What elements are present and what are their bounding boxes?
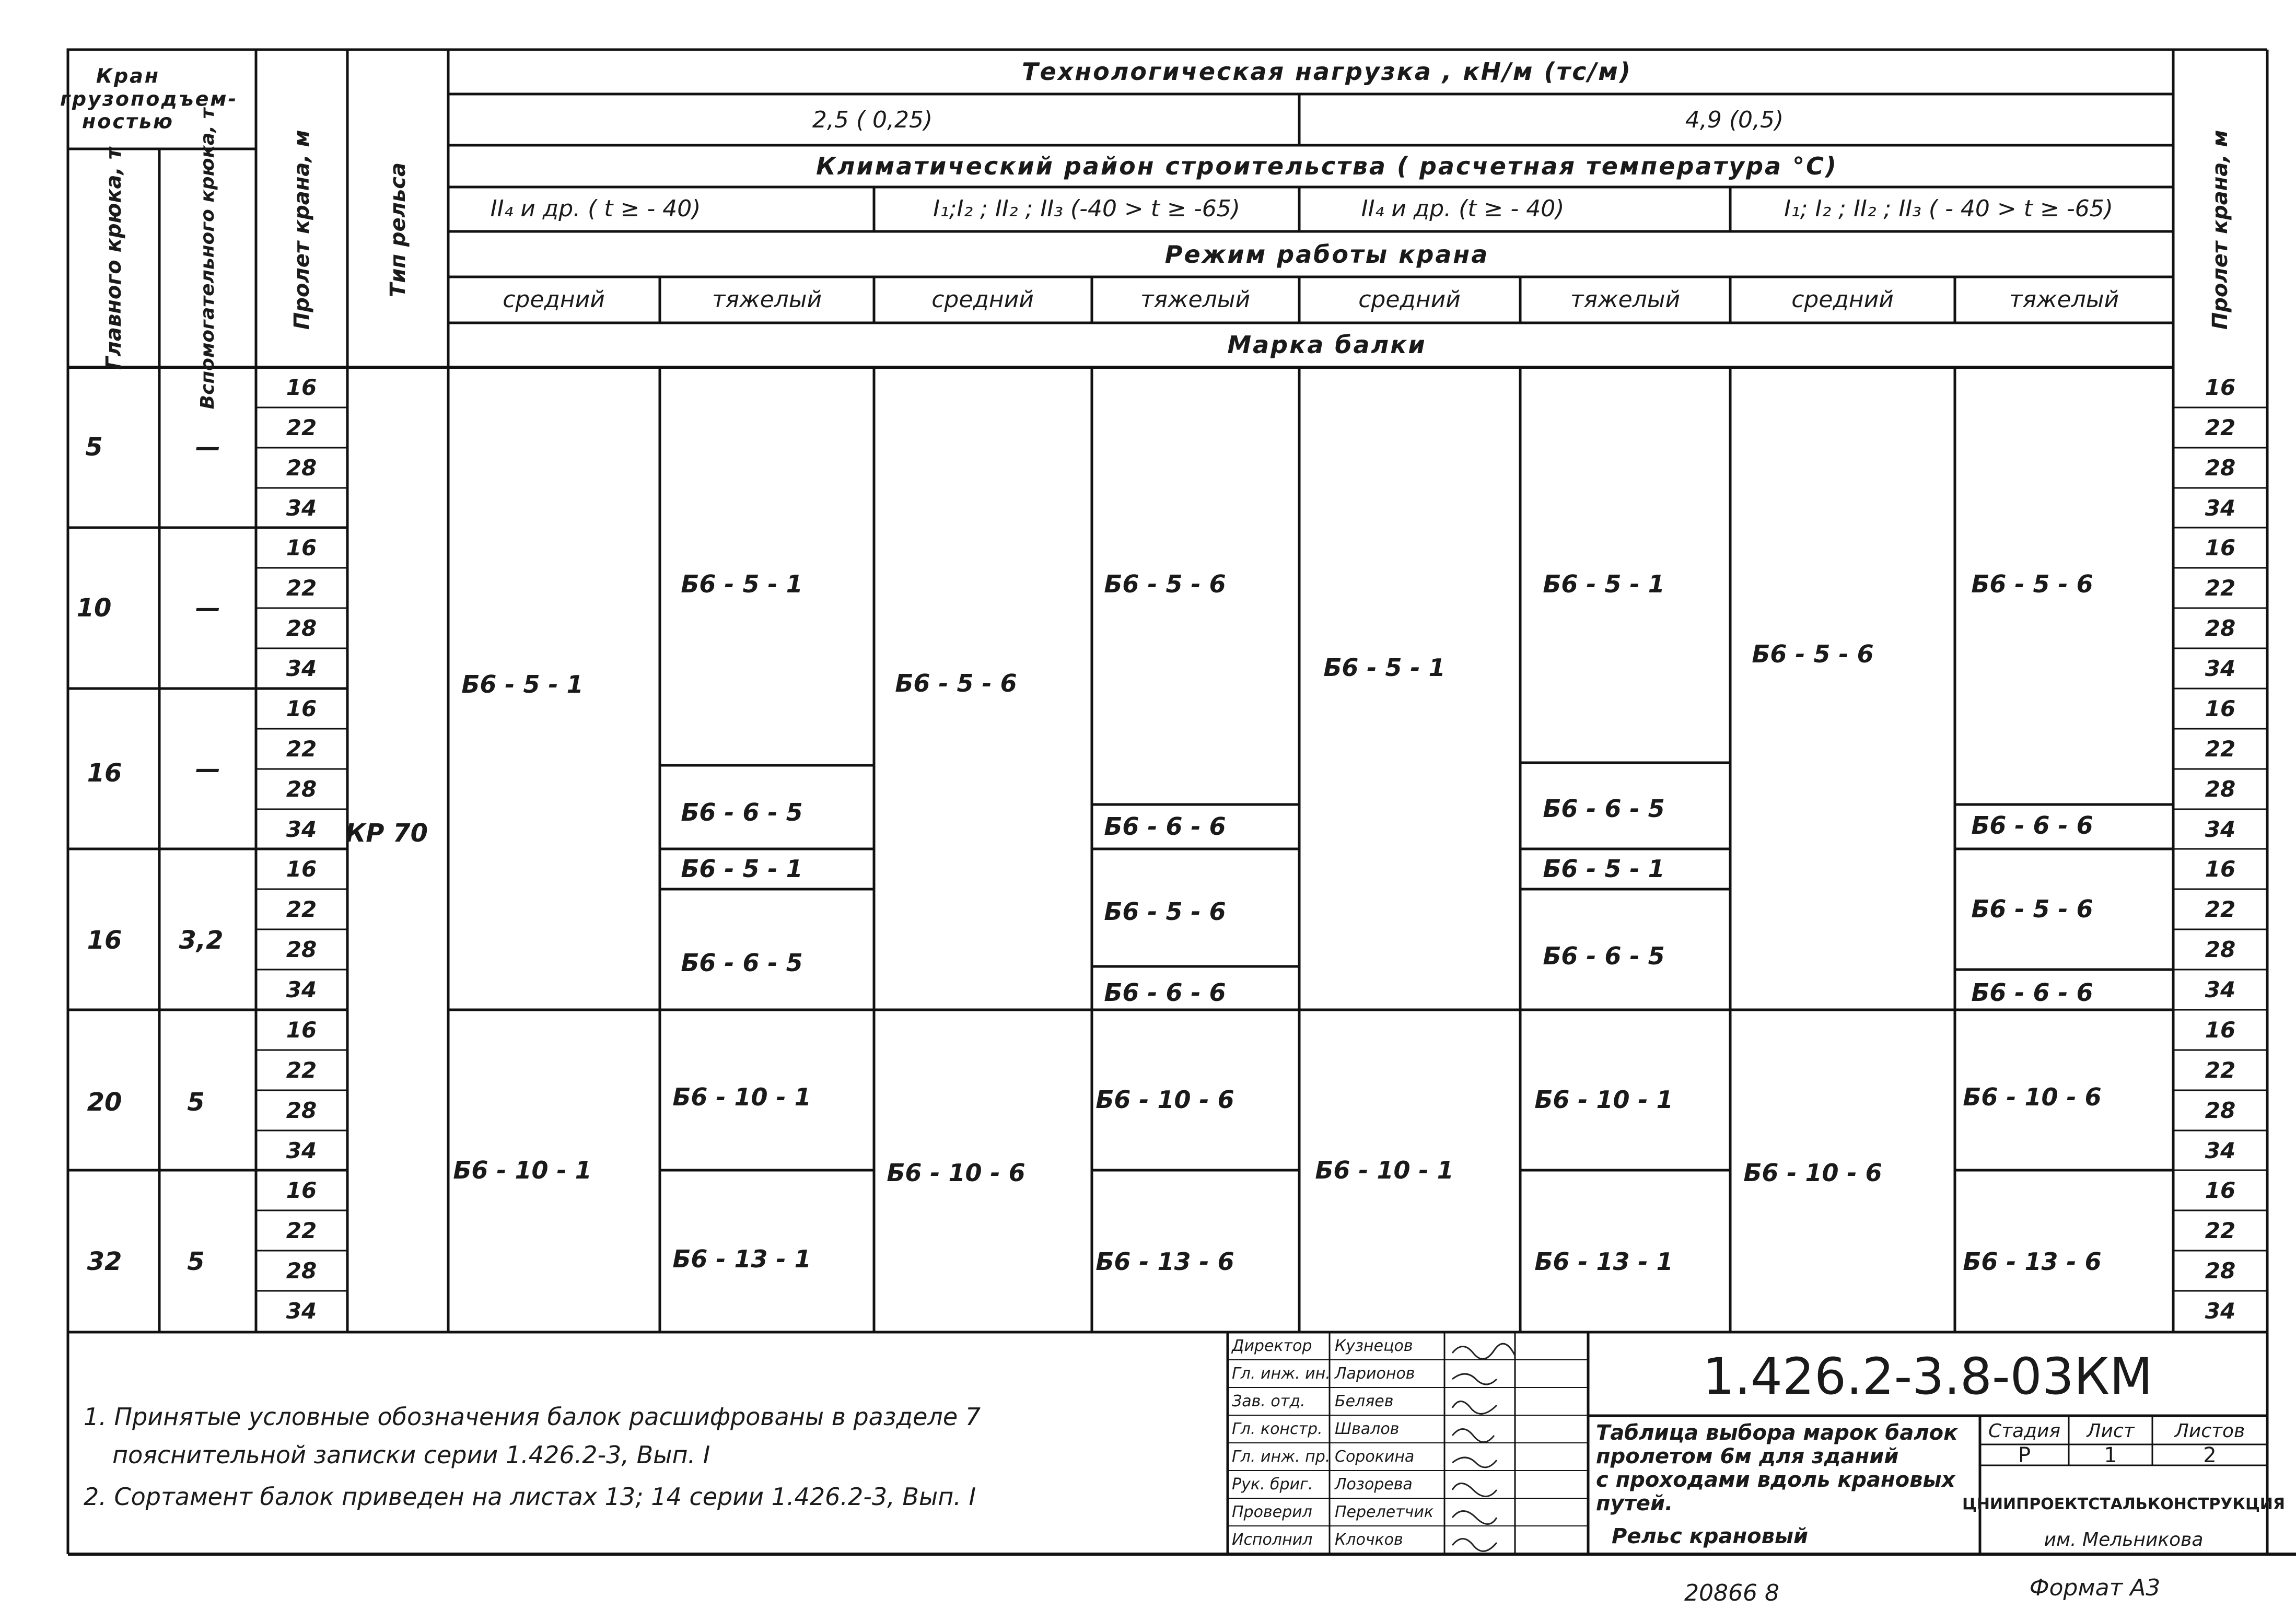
sheet-value: 1 <box>2104 1443 2117 1467</box>
main-capacity: 20 <box>87 1088 122 1117</box>
beam-mark: Б6 - 5 - 6 <box>895 669 1017 697</box>
sheets-label: Листов <box>2174 1420 2245 1442</box>
beam-mark: Б6 - 6 - 5 <box>681 798 803 826</box>
beam-mark: Б6 - 10 - 1 <box>1534 1086 1673 1114</box>
span-value: 22 <box>2205 575 2236 601</box>
climate-region-3: II₄ и др. (t ≥ - 40) <box>1361 195 1565 222</box>
beam-mark: Б6 - 5 - 6 <box>1104 570 1226 598</box>
title-role: Рук. бриг. <box>1232 1475 1313 1494</box>
note-1: 1. Принятые условные обозначения балок расшифрованы в разделе 7 <box>84 1403 981 1431</box>
title-name: Кузнецов <box>1335 1337 1413 1355</box>
span-value: 16 <box>286 856 317 882</box>
beam-mark: Б6 - 6 - 6 <box>1104 812 1226 841</box>
stage-label: Стадия <box>1988 1420 2061 1442</box>
span-value: 16 <box>2205 695 2236 721</box>
climate-region-1: II₄ и др. ( t ≥ - 40) <box>490 195 701 222</box>
main-capacity: 5 <box>85 433 103 462</box>
beam-mark: Б6 - 6 - 5 <box>1543 795 1665 823</box>
span-value: 28 <box>2205 936 2236 962</box>
main-capacity: 16 <box>87 926 122 955</box>
span-value: 34 <box>2205 1298 2236 1324</box>
beam-mark: Б6 - 10 - 1 <box>1315 1156 1454 1184</box>
note-2: 2. Сортамент балок приведен на листах 13; 14 серии 1.426.2-3, Вып. I <box>84 1483 976 1511</box>
title-name: Сорокина <box>1335 1448 1415 1466</box>
load-value-2: 4,9 (0,5) <box>1685 107 1784 133</box>
beam-mark: Б6 - 6 - 5 <box>681 949 803 977</box>
tech-load-header: Технологическая нагрузка , кН/м (тс/м) <box>1022 57 1632 86</box>
beam-mark: Б6 - 6 - 5 <box>1543 942 1665 970</box>
beam-mark: Б6 - 10 - 6 <box>1743 1159 1882 1187</box>
signatures <box>1452 1344 1515 1551</box>
span-value: 28 <box>286 776 317 802</box>
span-value: 16 <box>2205 856 2236 882</box>
beam-mark: Б6 - 5 - 6 <box>1752 640 1874 668</box>
drawing-title-line: путей. <box>1596 1491 1673 1515</box>
organization-name: ЦНИИПРОЕКТСТАЛЬКОНСТРУКЦИЯ <box>1962 1495 2286 1513</box>
beam-mark: Б6 - 6 - 6 <box>1971 978 2093 1007</box>
mode-medium: средний <box>931 286 1034 313</box>
beam-mark: Б6 - 5 - 1 <box>461 670 584 698</box>
title-name: Лозорева <box>1335 1475 1413 1494</box>
beam-mark: Б6 - 5 - 1 <box>1543 570 1665 598</box>
beam-mark: Б6 - 13 - 1 <box>1534 1247 1673 1276</box>
stage-value: Р <box>2018 1443 2031 1467</box>
span-value: 34 <box>2205 816 2236 842</box>
beam-mark: Б6 - 5 - 1 <box>681 855 803 883</box>
organization-subtitle: им. Мельникова <box>2044 1529 2204 1550</box>
rail-type-header: Тип рельса <box>386 162 410 297</box>
main-capacity: 32 <box>87 1247 122 1276</box>
main-capacity: 16 <box>87 759 122 788</box>
mode-heavy: тяжелый <box>2009 286 2119 313</box>
span-value: 28 <box>2205 776 2236 802</box>
span-value: 22 <box>286 414 317 440</box>
aux-capacity: — <box>195 433 220 462</box>
span-value: 34 <box>2205 655 2236 681</box>
drawing-title-line: Таблица выбора марок балок <box>1596 1421 1958 1445</box>
beam-mark: Б6 - 5 - 6 <box>1104 897 1226 926</box>
title-role: Директор <box>1232 1337 1312 1355</box>
span-value: 28 <box>2205 1097 2236 1123</box>
span-value: 34 <box>2205 976 2236 1002</box>
span-value: 22 <box>2205 1217 2236 1243</box>
span-value: 28 <box>2205 1257 2236 1284</box>
note-1-continued: пояснительной записки серии 1.426.2-3, Вып. I <box>112 1441 710 1469</box>
beam-mark: Б6 - 6 - 6 <box>1104 978 1226 1007</box>
drawing-title-line: Рельс крановый <box>1612 1524 1809 1548</box>
mode-header: Режим работы крана <box>1164 240 1489 269</box>
mode-medium: средний <box>1791 286 1894 313</box>
span-value: 16 <box>2205 534 2236 561</box>
title-name: Ларионов <box>1335 1365 1415 1383</box>
aux-capacity: 5 <box>187 1247 205 1276</box>
aux-capacity: 5 <box>187 1088 205 1117</box>
title-name: Беляев <box>1335 1392 1394 1410</box>
aux-capacity: — <box>195 593 220 623</box>
span-value: 22 <box>286 736 317 762</box>
title-role: Гл. инж. пр. <box>1232 1448 1331 1466</box>
span-value: 34 <box>286 1298 317 1324</box>
archive-number: 20866 8 <box>1684 1580 1779 1606</box>
span-value: 28 <box>286 936 317 962</box>
rail-type-value: КР 70 <box>345 819 428 848</box>
crane-capacity-header: Кран грузоподъем- ностью <box>60 64 238 133</box>
span-value: 22 <box>286 896 317 922</box>
title-role: Исполнил <box>1232 1531 1313 1549</box>
beam-mark: Б6 - 10 - 6 <box>887 1159 1025 1187</box>
sheets-value: 2 <box>2203 1443 2217 1467</box>
climate-header: Климатический район строительства ( расчетная температура °С) <box>816 152 1838 180</box>
aux-hook-header: Вспомогательного крюка, т <box>197 108 218 410</box>
span-right-header: Пролет крана, м <box>2208 130 2232 330</box>
beam-mark: Б6 - 6 - 6 <box>1971 811 2093 839</box>
beam-mark: Б6 - 13 - 1 <box>672 1245 811 1273</box>
span-value: 16 <box>2205 1017 2236 1043</box>
span-value: 34 <box>286 655 317 681</box>
title-name: Перелетчик <box>1335 1503 1433 1521</box>
beam-mark: Б6 - 10 - 6 <box>1963 1083 2102 1111</box>
span-value: 22 <box>286 1057 317 1083</box>
beam-mark: Б6 - 5 - 6 <box>1971 570 2093 598</box>
beam-mark: Б6 - 5 - 6 <box>1971 895 2093 923</box>
climate-region-4: I₁; I₂ ; II₂ ; II₃ ( - 40 > t ≥ -65) <box>1784 195 2113 222</box>
beam-mark: Б6 - 10 - 1 <box>672 1083 811 1111</box>
span-value: 22 <box>286 575 317 601</box>
mode-heavy: тяжелый <box>1570 286 1681 313</box>
span-value: 28 <box>286 454 317 481</box>
beam-mark: Б6 - 13 - 6 <box>1963 1247 2102 1276</box>
load-value-1: 2,5 ( 0,25) <box>812 107 933 133</box>
title-role: Гл. инж. ин. <box>1232 1365 1331 1383</box>
mode-heavy: тяжелый <box>712 286 822 313</box>
span-value: 16 <box>286 1177 317 1203</box>
span-value: 16 <box>286 534 317 561</box>
span-value: 22 <box>2205 736 2236 762</box>
title-role: Гл. констр. <box>1232 1420 1323 1438</box>
aux-capacity: — <box>195 754 220 784</box>
document-code: 1.426.2-3.8-03КМ <box>1703 1347 2153 1406</box>
span-value: 16 <box>286 695 317 721</box>
span-header: Пролет крана, м <box>290 130 314 330</box>
mode-medium: средний <box>1358 286 1461 313</box>
span-value: 28 <box>2205 454 2236 481</box>
span-value: 16 <box>286 374 317 400</box>
span-value: 16 <box>2205 1177 2236 1203</box>
beam-mark: Б6 - 13 - 6 <box>1095 1247 1234 1276</box>
beam-mark-header: Марка балки <box>1227 331 1427 359</box>
span-value: 28 <box>286 1097 317 1123</box>
span-value: 34 <box>286 495 317 521</box>
span-value: 34 <box>2205 1137 2236 1163</box>
span-value: 16 <box>286 1017 317 1043</box>
span-value: 22 <box>2205 896 2236 922</box>
paper-format: Формат А3 <box>2029 1575 2161 1601</box>
span-value: 22 <box>2205 414 2236 440</box>
climate-region-2: I₁;I₂ ; II₂ ; II₃ (-40 > t ≥ -65) <box>933 195 1240 222</box>
main-capacity: 10 <box>76 593 112 623</box>
mode-medium: средний <box>503 286 605 313</box>
span-value: 28 <box>286 615 317 641</box>
drawing-title-line: пролетом 6м для зданий <box>1596 1444 1899 1468</box>
span-value: 34 <box>286 816 317 842</box>
span-value: 28 <box>2205 615 2236 641</box>
span-value: 16 <box>2205 374 2236 400</box>
title-role: Зав. отд. <box>1232 1392 1306 1410</box>
span-value: 22 <box>2205 1057 2236 1083</box>
beam-mark: Б6 - 5 - 1 <box>681 570 803 598</box>
beam-mark: Б6 - 5 - 1 <box>1323 654 1446 682</box>
title-name: Клочков <box>1335 1531 1403 1549</box>
span-value: 34 <box>286 1137 317 1163</box>
span-value: 34 <box>2205 495 2236 521</box>
drawing-title-line: с проходами вдоль крановых <box>1596 1468 1955 1492</box>
main-hook-header: Главного крюка, т <box>102 147 126 370</box>
beam-mark: Б6 - 10 - 6 <box>1095 1086 1234 1114</box>
beam-mark: Б6 - 10 - 1 <box>453 1156 592 1184</box>
span-value: 28 <box>286 1257 317 1284</box>
aux-capacity: 3,2 <box>179 926 224 955</box>
span-value: 22 <box>286 1217 317 1243</box>
sheet-label: Лист <box>2087 1420 2135 1442</box>
beam-mark: Б6 - 5 - 1 <box>1543 855 1665 883</box>
title-role: Проверил <box>1232 1503 1312 1521</box>
mode-heavy: тяжелый <box>1140 286 1251 313</box>
span-value: 34 <box>286 976 317 1002</box>
title-name: Швалов <box>1335 1420 1400 1438</box>
